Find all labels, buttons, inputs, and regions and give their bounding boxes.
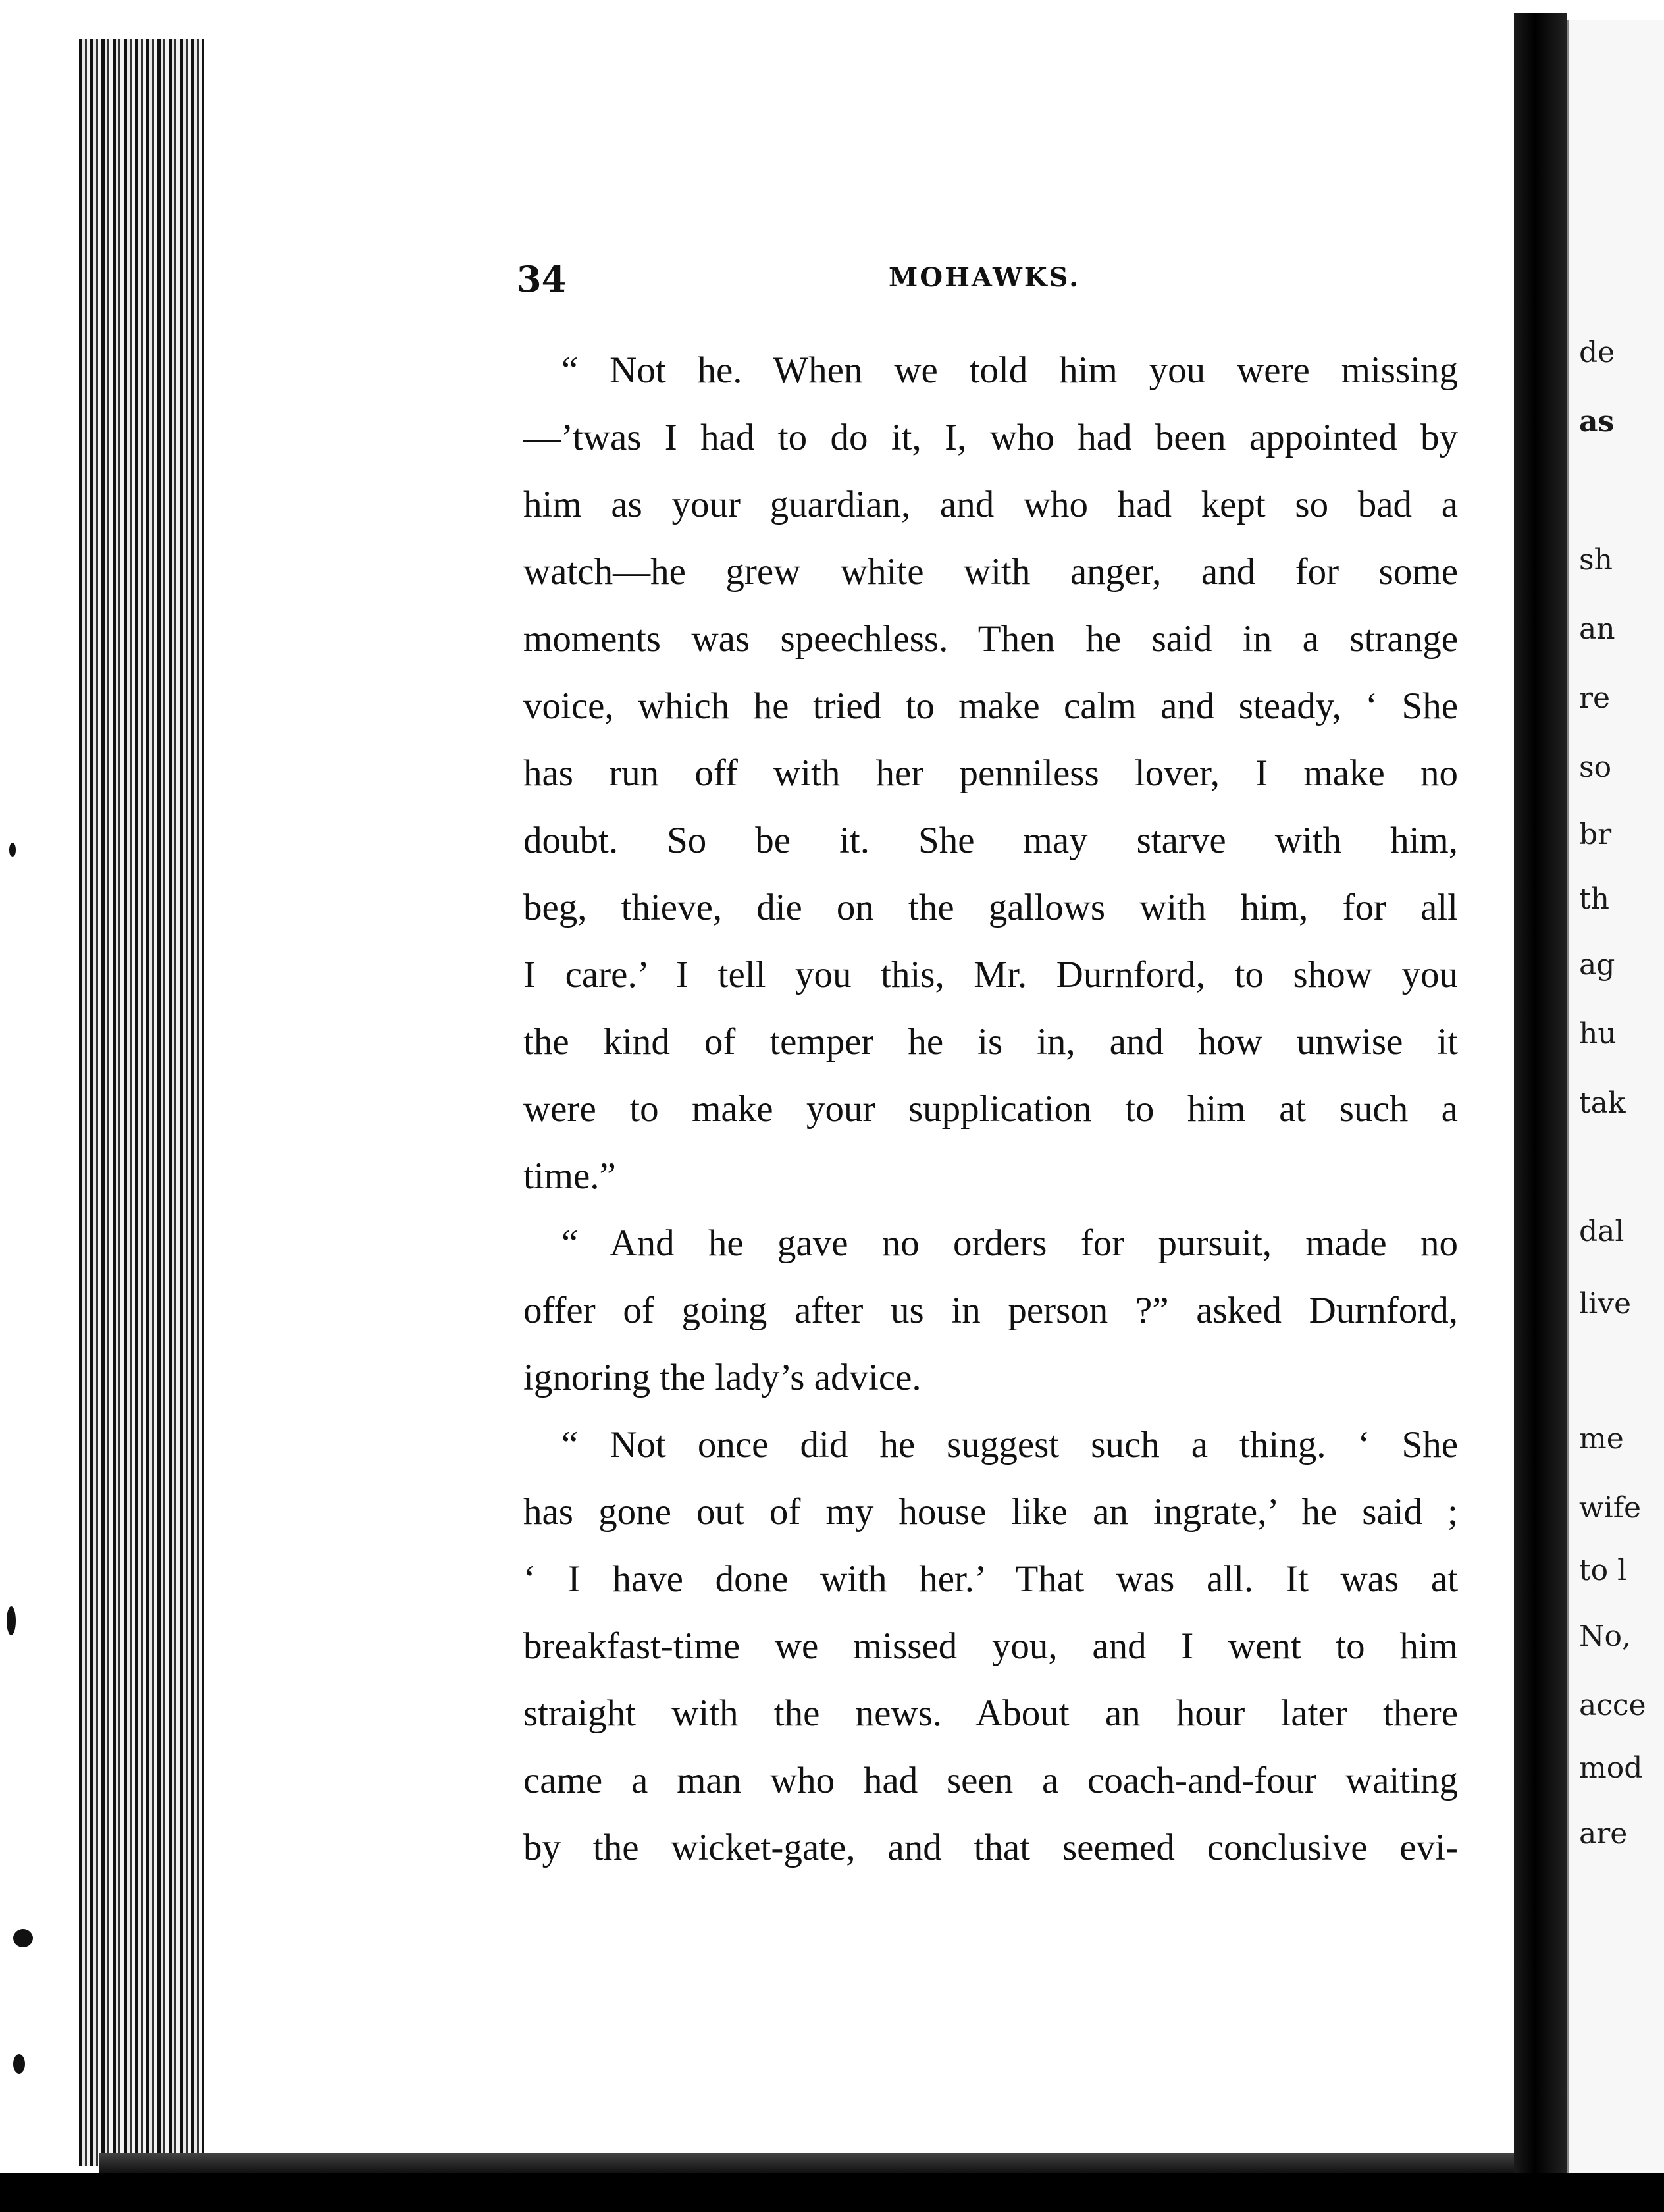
facing-page-fragment: re [1579, 681, 1611, 715]
facing-page-fragment: de [1579, 336, 1615, 369]
facing-page [1567, 20, 1664, 2186]
facing-page-fragment: an [1579, 612, 1615, 646]
running-head [517, 258, 1664, 304]
text-line: straight with the news. About an hour later there [523, 1693, 1458, 1734]
text-line: ‘ I have done with her.’ That was all. It was at [523, 1558, 1458, 1600]
text-line: “ Not once did he suggest such a thing. ‘ She [561, 1424, 1458, 1465]
page-number: 34 [517, 258, 567, 300]
text-line: —’twas I had to do it, I, who had been appointed by [523, 417, 1458, 458]
facing-page-fragment: br [1579, 818, 1612, 851]
scan-speck [13, 1929, 33, 1947]
text-line: “ Not he. When we told him you were missing [561, 350, 1458, 391]
scan-speck [13, 2054, 25, 2074]
text-line: breakfast-time we missed you, and I went to him [523, 1625, 1458, 1667]
facing-page-fragment: so [1579, 750, 1612, 784]
facing-page-fragment: hu [1579, 1017, 1617, 1051]
facing-page-fragment: as [1579, 405, 1615, 438]
facing-page-fragment: sh [1579, 543, 1613, 577]
facing-page-fragment: No, [1579, 1620, 1631, 1653]
facing-page-fragment: th [1579, 882, 1610, 916]
scan-speck [9, 843, 16, 857]
text-line: ignoring the lady’s advice. [523, 1357, 922, 1398]
text-line: “ And he gave no orders for pursuit, made no [561, 1223, 1458, 1264]
text-line: were to make your supplication to him at such a [523, 1088, 1458, 1130]
facing-page-fragment: wife [1579, 1491, 1642, 1525]
book-page-edges [79, 40, 211, 2166]
scan-speck [7, 1606, 16, 1635]
text-line: him as your guardian, and who had kept so bad a [523, 484, 1458, 525]
text-line: doubt. So be it. She may starve with him, [523, 820, 1458, 861]
running-title: MOHAWKS. [889, 262, 1081, 293]
scan-border [0, 2172, 1664, 2212]
facing-page-fragment: ag [1579, 948, 1615, 982]
facing-page-fragment: me [1579, 1422, 1624, 1456]
text-line: has run off with her penniless lover, I make no [523, 752, 1458, 794]
facing-page-fragment: dal [1579, 1215, 1625, 1248]
text-line: beg, thieve, die on the gallows with him, for all [523, 887, 1458, 928]
text-line: offer of going after us in person ?” asked Durnford, [523, 1290, 1458, 1331]
text-line: watch—he grew white with anger, and for some [523, 551, 1458, 592]
text-line: time.” [523, 1155, 616, 1197]
text-line: came a man who had seen a coach-and-four waiting [523, 1760, 1458, 1801]
text-line: has gone out of my house like an ingrate,’ he said ; [523, 1491, 1458, 1533]
body-text [523, 337, 1458, 1882]
text-line: by the wicket-gate, and that seemed conclusive evi- [523, 1827, 1458, 1868]
facing-page-fragment: live [1579, 1287, 1632, 1321]
text-line: voice, which he tried to make calm and steady, ‘ She [523, 685, 1458, 727]
facing-page-fragment: mod [1579, 1751, 1643, 1785]
text-line: I care.’ I tell you this, Mr. Durnford, to show you [523, 954, 1458, 995]
facing-page-fragment: tak [1579, 1086, 1626, 1120]
scan-margin [0, 0, 79, 2212]
facing-page-fragment: acce [1579, 1689, 1646, 1722]
text-line: moments was speechless. Then he said in a strange [523, 618, 1458, 660]
book-bottom-edge [99, 2153, 1514, 2172]
book-gutter [1514, 13, 1567, 2192]
facing-page-fragment: to l [1579, 1554, 1627, 1587]
text-line: the kind of temper he is in, and how unwise it [523, 1021, 1458, 1063]
facing-page-fragment: are [1579, 1817, 1628, 1851]
